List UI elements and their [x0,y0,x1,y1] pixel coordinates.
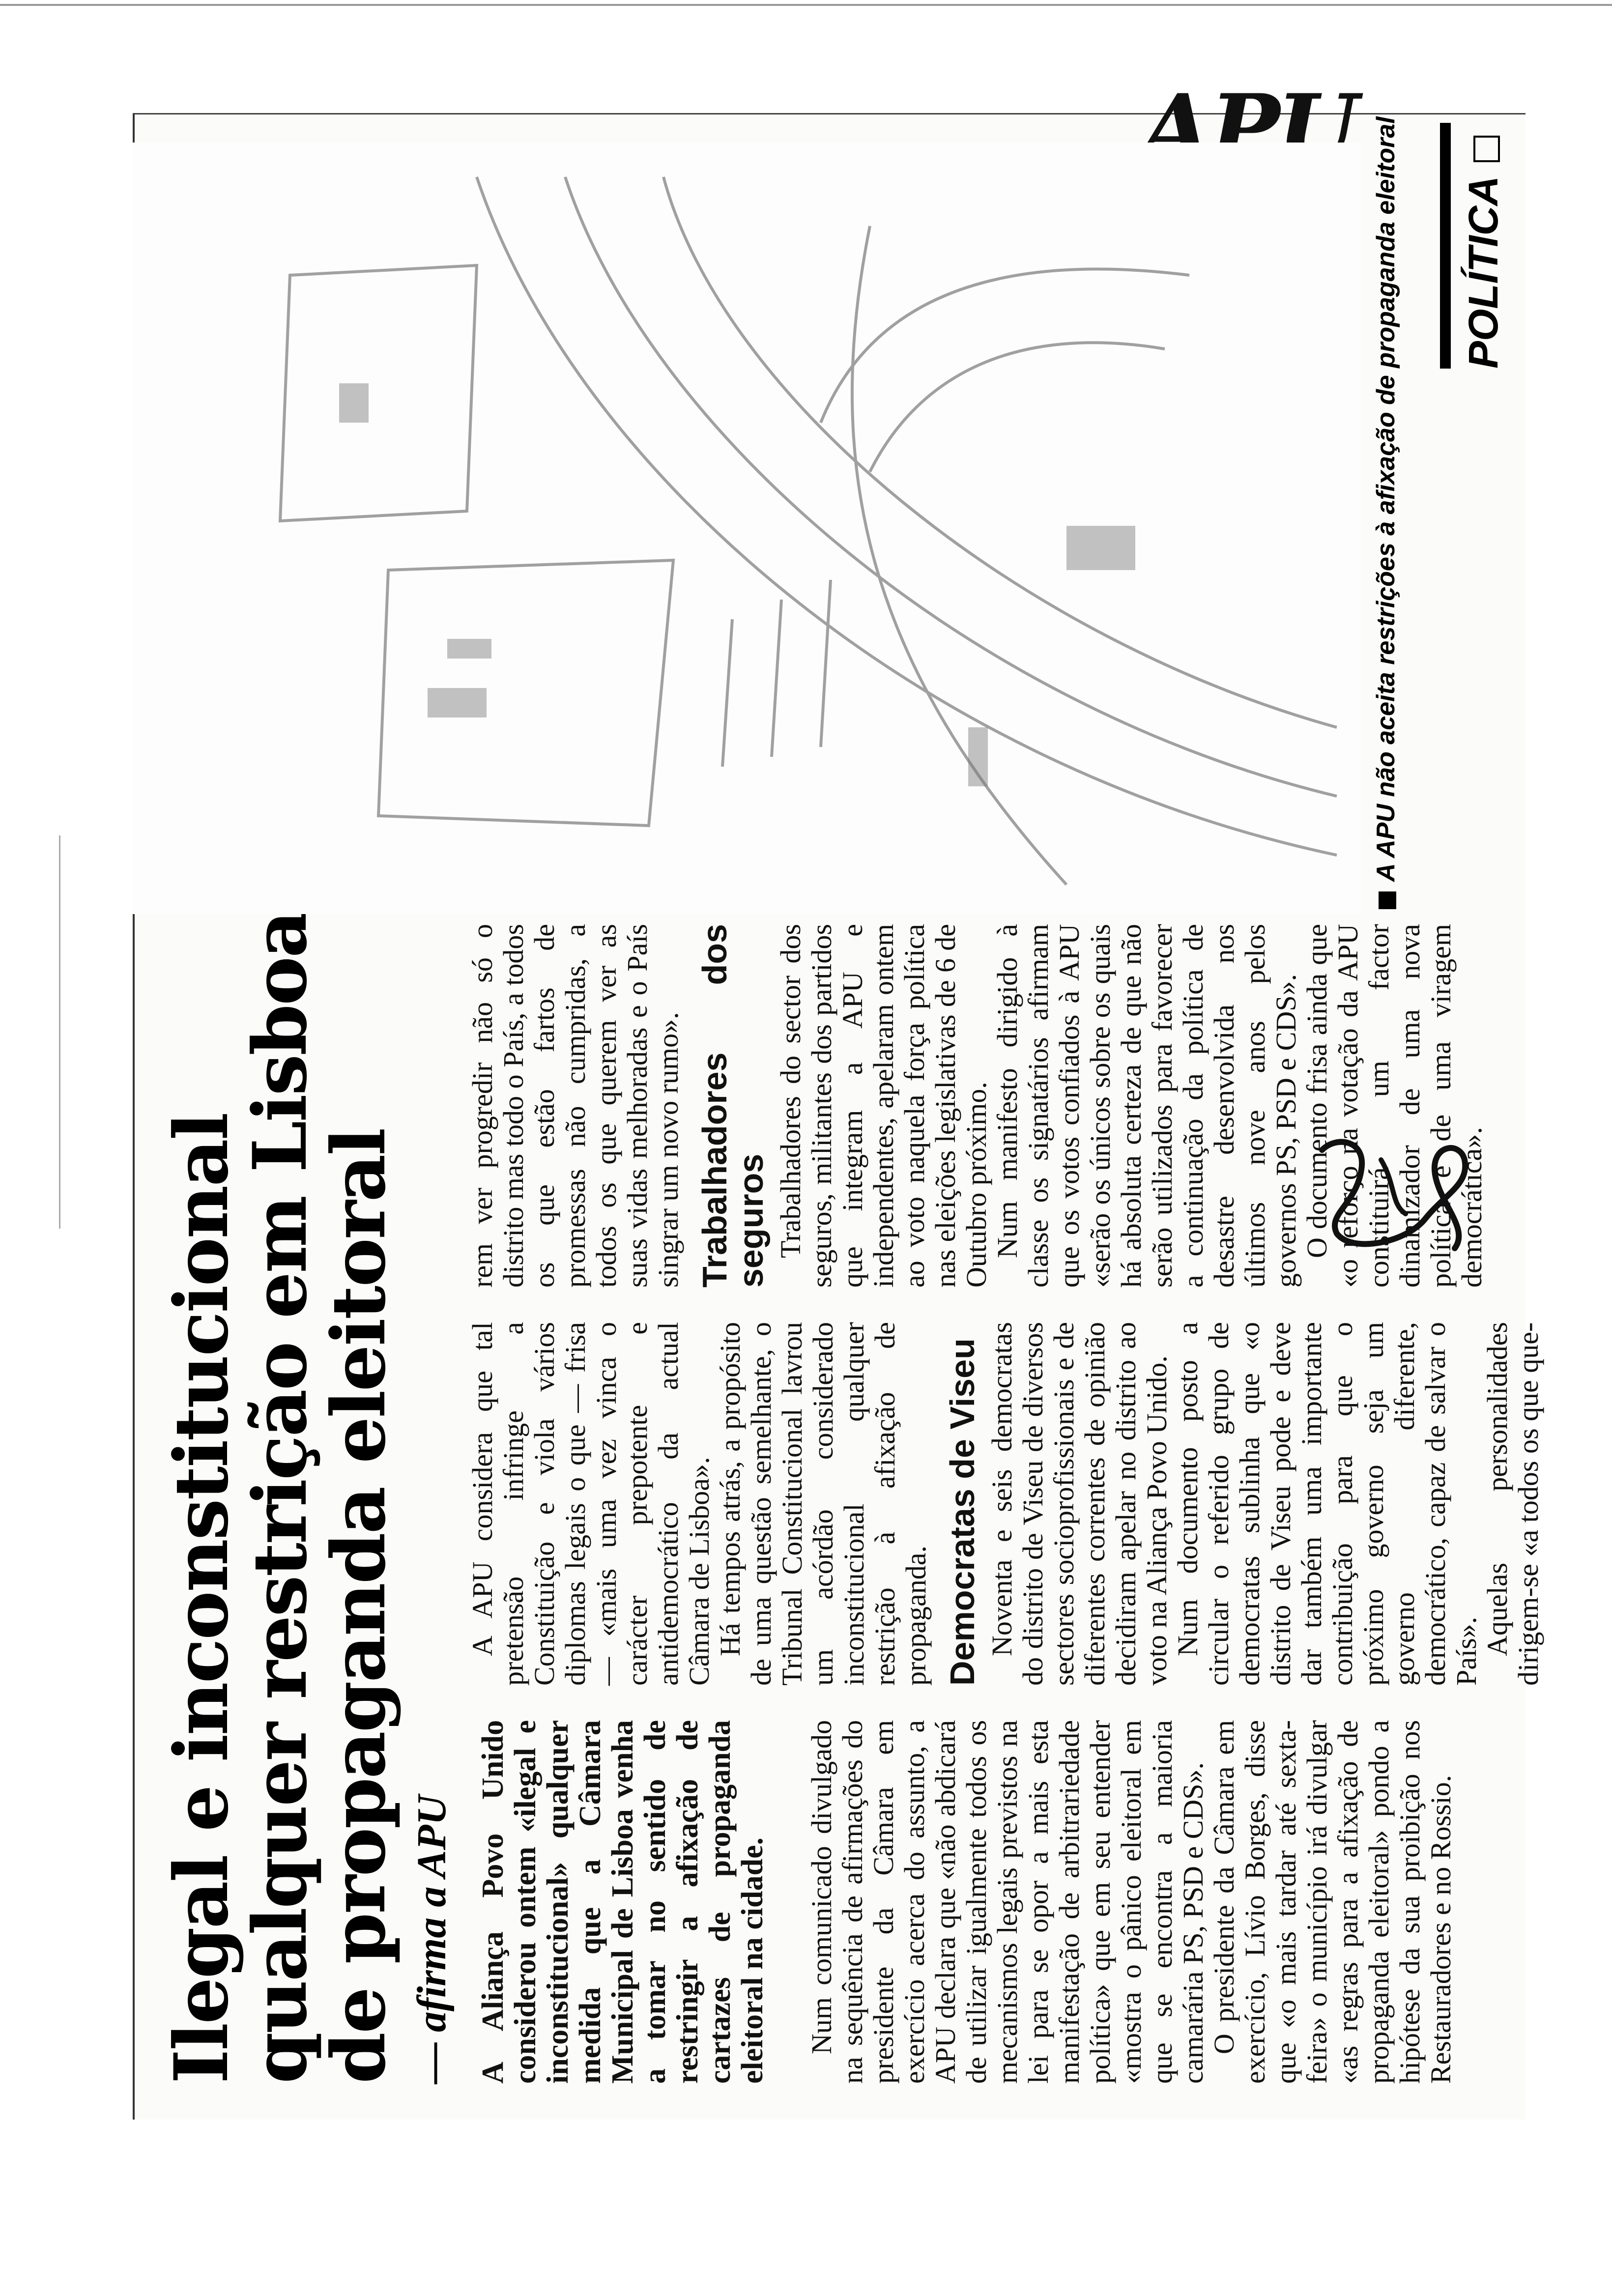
photo-caption [1371,116,1401,909]
column-3 [467,924,1487,1288]
paragraph: O documento frisa ainda que «o reforço na votação da APU constituirá um factor dinamizador de uma nova política e de uma viragem democrática». [1301,924,1488,1288]
section-label [1440,123,1543,369]
headline-line-3: de propaganda eleitoral [316,1129,402,2084]
paragraph: Trabalhadores do sector dos seguros, militantes dos partidos que integram a APU e independentes, apelaram ontem ao voto naquela força política nas eleições legislativas de 6 de Outubro próximo. [775,924,992,1288]
paragraph: Aquelas personalidades dirigem-se «a todos os que que- [1481,1322,1544,1686]
subheading-seguros: Trabalhadores dos seguros [695,924,770,1288]
column-1 [806,1720,1456,2084]
headline-line-2: qualquer restrição em Lisboa [237,911,323,2084]
paragraph: A APU considera que tal pretensão infringe a Constituição e viola vários diplomas legais o que — frisa — «mais uma vez vinca o carácter prepotente e antidemocrático da actual Câmara de Lisboa». [466,1322,715,1686]
section-box [1473,136,1500,162]
subheading-viseu: Democratas de Viseu [943,1338,981,1686]
byline: — afirma a APU [409,1795,455,2084]
rotated-article [133,113,1544,2118]
section-name: POLÍTICA [1460,176,1506,369]
paragraph: Há tempos atrás, a propósito de uma questão semelhante, o Tribunal Constitucional lavrou um acórdão considerado inconstitucional qualquer restrição à afixação de propaganda. [714,1322,932,1686]
column-1-lead [477,1720,769,2084]
article-photo [133,143,1361,914]
column-2 [467,1322,1544,1686]
caption-text: A APU não aceita restrições à afixação de propaganda eleitoral [1372,116,1400,882]
paragraph: Num documento posto a circular o referido grupo de democratas sublinha que «o distrito de Viseu pode e deve dar também uma importante contribuição para que o próximo governo seja um governo diferente, democrático, capaz de salvar o País». [1172,1322,1482,1686]
lead-paragraph: A Aliança Povo Unido considerou ontem «ilegal e inconstitucional» qualquer medida que a Câmara Municipal de Lisboa venha a tomar no sentido de restringir a afixação de cartazes de propaganda eleitoral na cidade. [476,1720,769,2084]
paragraph: O presidente da Câmara em exercício, Lívio Borges, disse que «o mais tardar até sexta-feira» o município irá divulgar «as regras para a afixação de propaganda eleitoral» pondo a hipótese da sua proibição nos Restauradores e no Rossio. [1208,1720,1457,2084]
paragraph: Num comunicado divulgado na sequência de afirmações do presidente da Câmara em exercício acerca do assunto, a APU declara que «não abdicará de utilizar igualmente todos os mecanismos legais previstos na lei para se opor a mais esta manifestação de arbitrariedade política» que em seu entender «mostra o pânico eleitoral em que se encontra a maioria camarária PS, PSD e CDS». [806,1720,1209,2084]
scan-edge-top [0,4,1612,6]
handwritten-annotation: APU [1140,74,1355,183]
scan-edge-left [59,835,60,1229]
paragraph: Num manifesto dirigido à classe os signatários afirmam que os votos confiados à APU «serão os únicos sobre os quais há absoluta certeza de que não serão utilizados para favorecer a continuação da política de desastre desenvolvida nos últimos nove anos pelos governos PS, PSD e CDS». [991,924,1302,1288]
headline-line-1: Ilegal e inconstitucional [158,1114,245,2084]
paragraph: rem ver progredir não só o distrito mas todo o País, a todos os que estão fartos de promessas não cumpridas, a todos os que querem ver as suas vidas melhoradas e o País singrar um novo rumo». [466,924,684,1288]
article-headline [158,904,402,2084]
caption-bullet [1379,891,1396,909]
paragraph: Noventa e seis democratas do distrito de Viseu de diversos sectores socioprofissionais e de diferentes correntes de opinião decidiram apelar no distrito ao voto na Aliança Povo Unido. [986,1322,1173,1686]
